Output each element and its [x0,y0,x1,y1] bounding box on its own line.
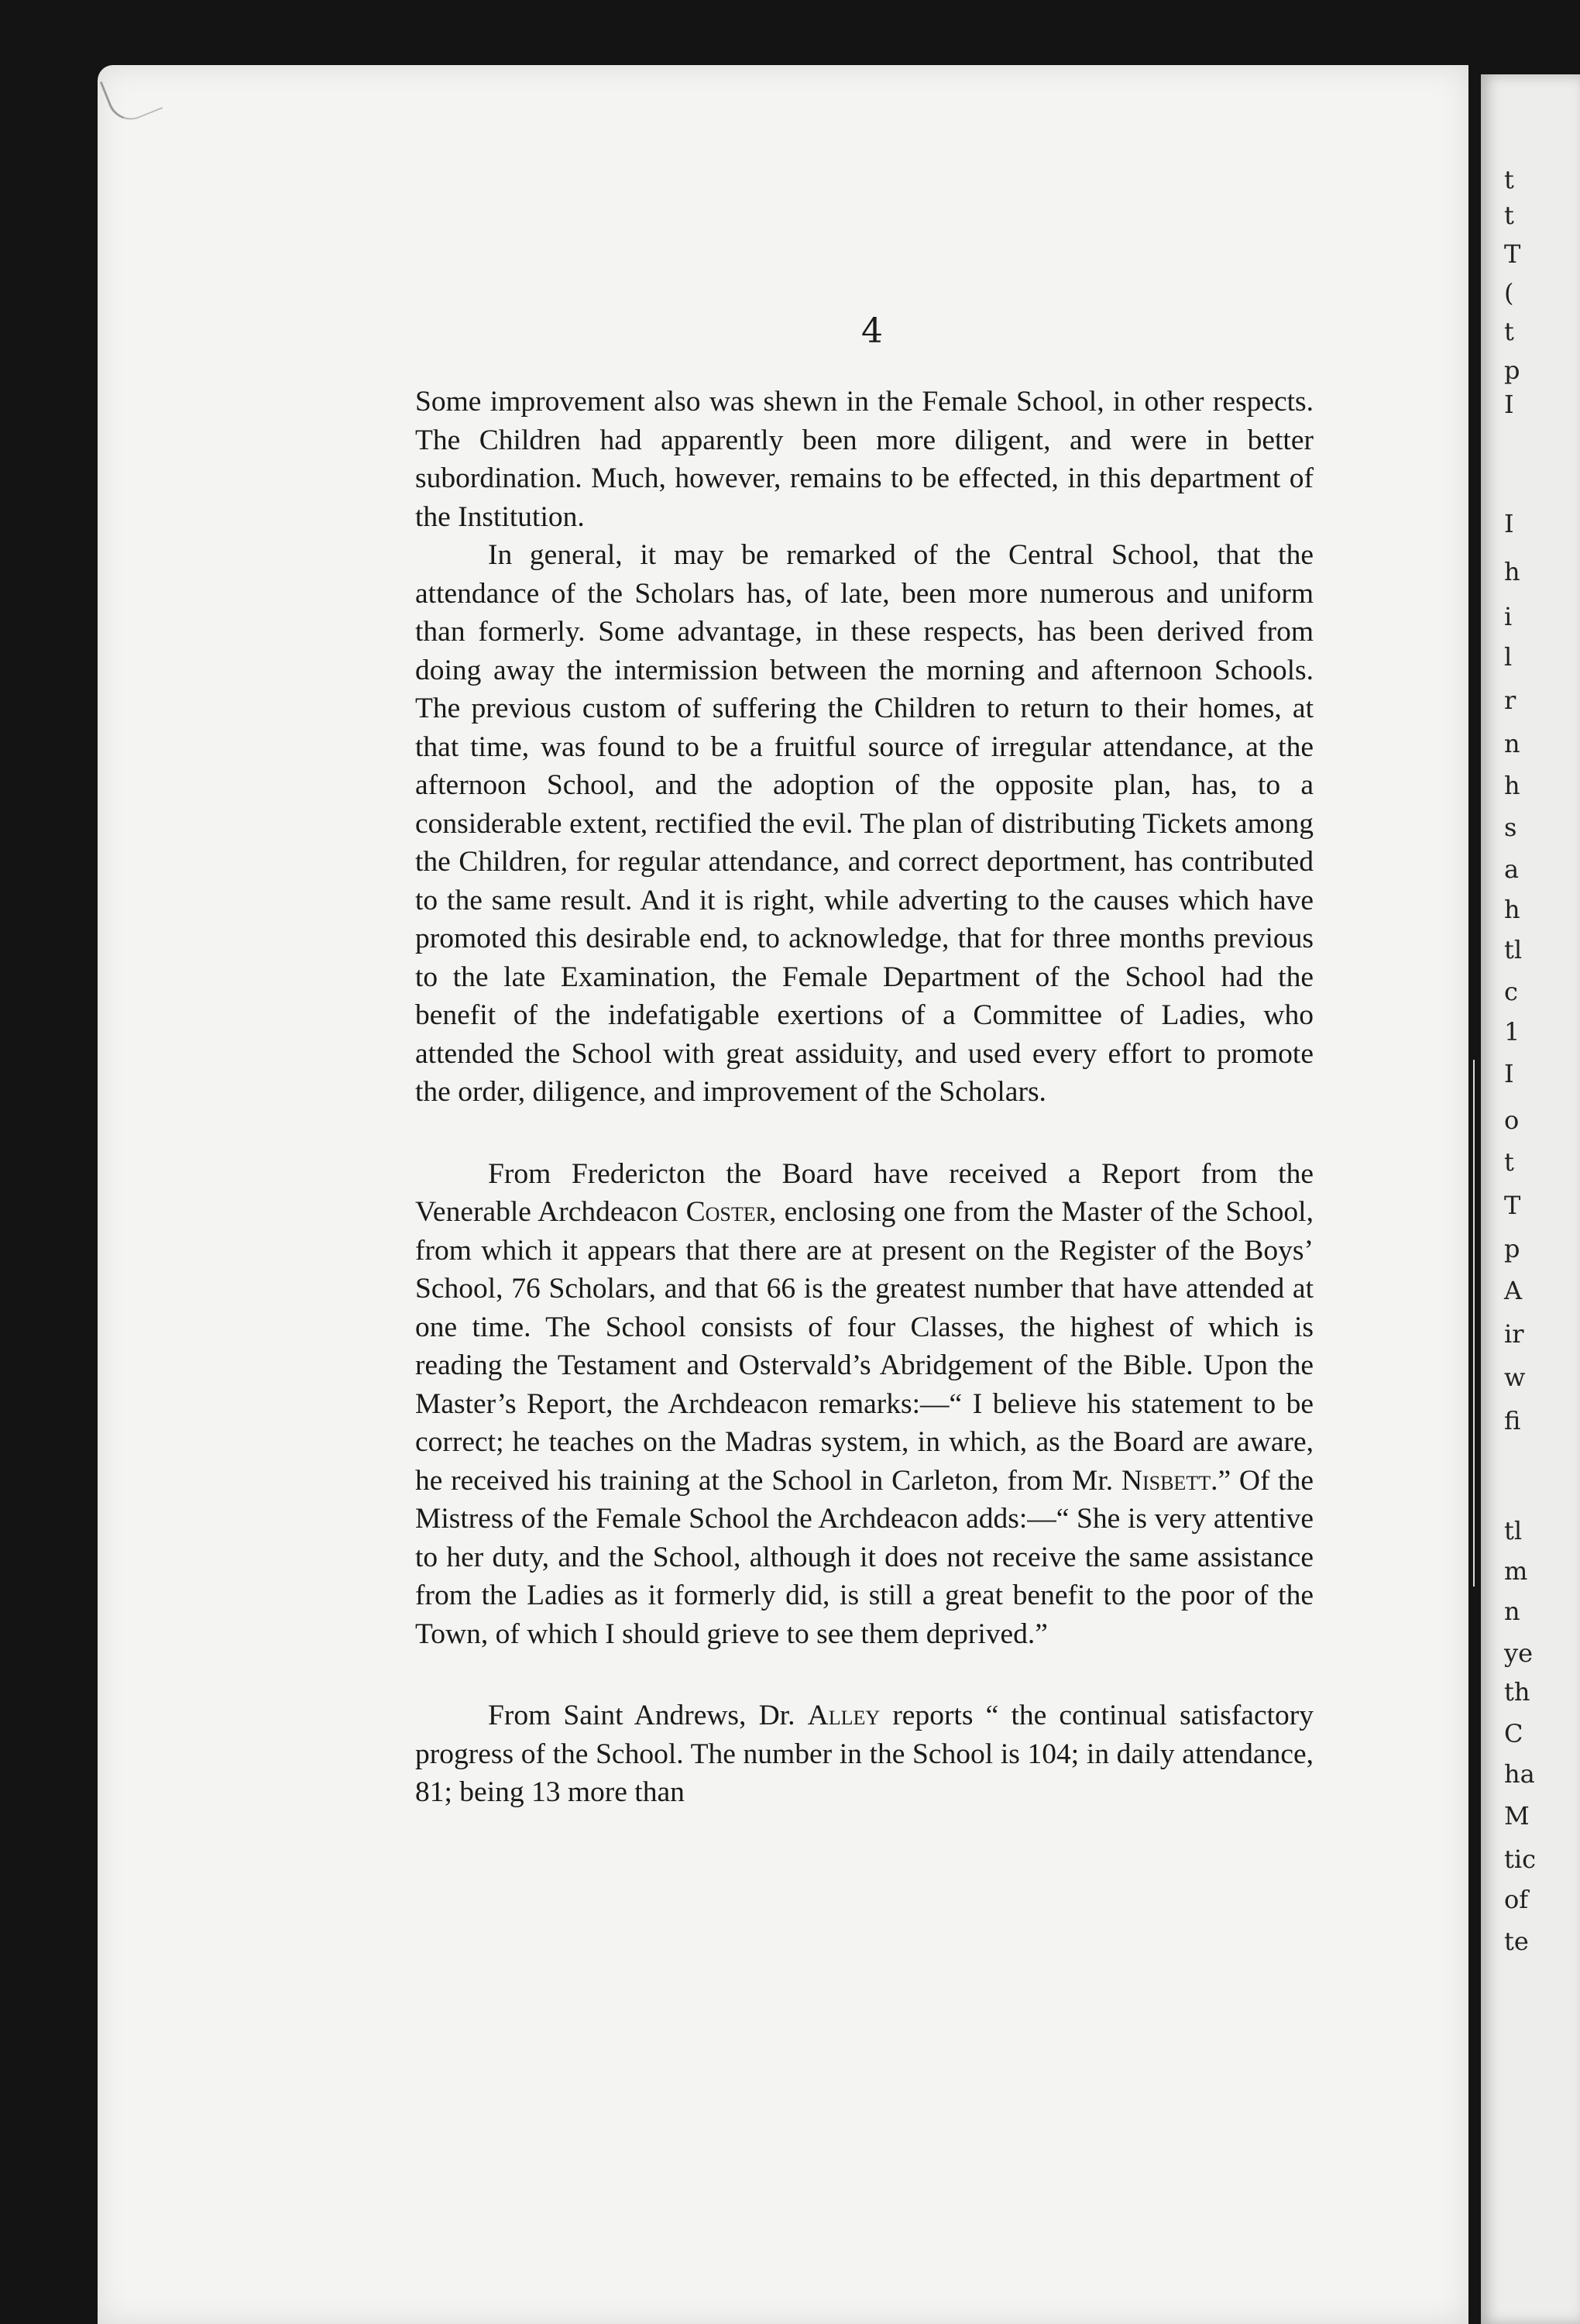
facing-page-fragment: h [1504,895,1520,924]
facing-page-fragment: m [1504,1556,1528,1586]
facing-page-fragment: p [1504,356,1520,385]
facing-page-fragment: h [1504,771,1520,800]
facing-page-fragment: i [1504,602,1513,631]
paragraph-fredericton-report [415,1155,1314,1654]
facing-page-fragment: r [1504,686,1516,715]
facing-page-fragment: te [1504,1927,1529,1956]
facing-page-fragment: t [1504,165,1514,194]
facing-page-fragment: a [1504,854,1520,884]
facing-page-fragment: h [1504,557,1520,586]
facing-page-fragment: 1 [1504,1017,1520,1047]
paragraph-saint-andrews-report [415,1697,1314,1812]
facing-page-fragment: tic [1504,1844,1537,1874]
facing-page-fragment: fi [1504,1406,1521,1435]
facing-page-fragment: ir [1504,1319,1524,1349]
facing-page-fragment: A [1504,1276,1523,1305]
facing-page-fragment: I [1504,1059,1514,1088]
facing-page-fragment: of [1504,1885,1529,1914]
text-run: .” Of the Mistress of the Female School the Archdeacon adds:—“ She is very attentive to her duty, and the School, although it does not receive the same assistance from the Ladies as it formerly did, is still a great benefit to the poor of the Town, of which I should grieve to see them deprived.” [415,1464,1314,1650]
facing-page-fragment: t [1504,1147,1514,1177]
page-number: 4 [861,311,883,351]
proper-name: Alley [807,1700,881,1731]
text-run: , enclosing one from the Master of the School, from which it appears that there are at present on the Register of the Boys’ School, 76 Scholars, and that 66 is the greatest number that have attended at one time. The School consists of four Classes, the highest of which is reading the Testament and Ostervald’s Abridgement of the Bible. Upon the Master’s Report, the Archdeacon remarks:—“ I believe his statement to be correct; he teaches on the Madras system, in which, as the Board are aware, he received his training at the School in Carleton, from Mr. [415,1196,1314,1497]
text-run: In general, it may be remarked of the Central School, that the attendance of the Scholars has, of late, been more numerous and uniform than formerly. Some advantage, in these respects, has been derived from doing away the intermission between the morning and afternoon Schools. The previous custom of suffering the Children to return to their homes, at that time, was found to be a fruitful source of irregular attendance, at the afternoon School, and the adoption of the opposite plan, has, to a considerable extent, rectified the evil. The plan of distributing Tickets among the Children, for regular attendance, and correct deportment, has contributed to the same result. And it is right, while adverting to the causes which have promoted this desirable end, to acknowledge, that for three months previous to the late Examination, the Female Department of the School had the benefit of the indefatigable exertions of a Committee of Ladies, who attended the School with great assiduity, and used every effort to promote the order, diligence, and improvement of the Scholars. [415,539,1314,1108]
facing-page-fragment: ( [1504,278,1514,308]
facing-page-fragment: T [1504,239,1521,269]
facing-page-fragment: T [1504,1191,1521,1220]
facing-page-fragment: tl [1504,1516,1523,1545]
facing-page-fragment: th [1504,1677,1530,1707]
facing-page-fragment: tl [1504,935,1523,964]
facing-page-fragment: I [1504,509,1514,538]
facing-page-fragment: I [1504,390,1514,419]
text-run: Some improvement also was shewn in the Female School, in other respects. The Children had apparently been more diligent, and were in better subordination. Much, however, remains to be effected, in this department of the Institution. [415,386,1314,533]
facing-page-fragment: n [1504,729,1520,758]
facing-page-fragment: c [1504,977,1518,1006]
proper-name: Nisbett [1121,1464,1211,1497]
facing-page-fragment: C [1504,1719,1523,1748]
facing-page-fragment: t [1504,317,1514,346]
facing-page-fragment: p [1504,1234,1520,1263]
text-run: From Saint Andrews, Dr. [488,1700,808,1731]
body-text [415,383,1314,1812]
facing-page-fragment: ha [1504,1759,1535,1789]
paragraph-central-school-remarks [415,536,1314,1112]
corner-fold-mark [100,64,163,126]
proper-name: Coster [685,1196,769,1228]
facing-page-fragment: t [1504,201,1514,230]
facing-page-edge [1481,74,1580,2324]
text-run: reports “ the continual satisfactory progress of the School. The number in the School is 104; in daily attendance, 81; being 13 more than [415,1700,1314,1808]
facing-page-fragment: n [1504,1597,1520,1626]
facing-page-fragment: w [1504,1363,1526,1392]
facing-page-fragment: M [1504,1801,1530,1831]
page-sheet [98,65,1468,2324]
facing-page-fragment: ye [1504,1638,1534,1668]
text-run: From Fredericton the Board have received a Report from the Venerable Archdeacon [415,1157,1314,1228]
facing-page-fragment: l [1504,642,1513,672]
facing-page-fragment: s [1504,813,1517,842]
facing-page-fragment: o [1504,1105,1520,1135]
paragraph-female-school-improvement [415,383,1314,536]
